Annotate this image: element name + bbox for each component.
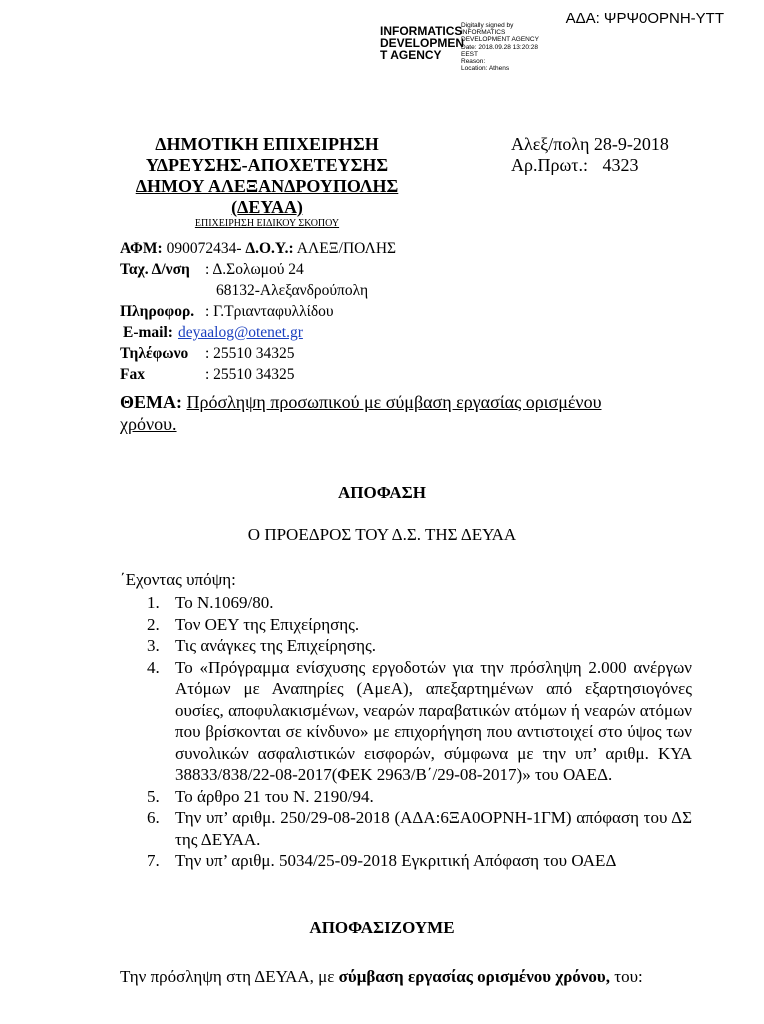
- protocol-label: Αρ.Πρωτ.:: [511, 155, 589, 175]
- list-number: 2.: [147, 614, 160, 634]
- list-text: Τον ΟΕΥ της Επιχείρησης.: [175, 614, 360, 634]
- signature-detail-line: Digitally signed by: [461, 22, 514, 29]
- we-decide-title: ΑΠΟΦΑΣΙΖΟΥΜΕ: [309, 918, 455, 937]
- protocol-number: 4323: [602, 155, 639, 175]
- doy-value: ΑΛΕΞ/ΠΟΛΗΣ: [296, 240, 397, 257]
- info-label: Πληροφορ.: [120, 303, 195, 320]
- subject-text-2: χρόνου.: [120, 414, 177, 434]
- list-number: 4.: [147, 657, 160, 677]
- decision-title: ΑΠΟΦΑΣΗ: [338, 483, 426, 502]
- list-item: [147, 850, 692, 872]
- list-item: [147, 657, 692, 786]
- signature-detail-line: Date: 2018.09.28 13:20:28: [461, 43, 538, 51]
- org-acronym: (ΔΕΥΑΑ): [231, 197, 303, 217]
- signature-org-name: [380, 25, 464, 61]
- address-value: : Δ.Σολωμού 24: [205, 261, 304, 278]
- list-number: 5.: [147, 786, 160, 806]
- subject-label: ΘΕΜΑ:: [120, 392, 182, 412]
- list-text: Την υπ’ αριθμ. 5034/25-09-2018 Εγκριτική Απόφαση του ΟΑΕΔ: [175, 851, 617, 870]
- phone-label: Τηλέφωνο: [120, 345, 189, 362]
- afm-value: 090072434-: [166, 240, 242, 257]
- list-text: Το άρθρο 21 του Ν. 2190/94.: [175, 786, 374, 806]
- ada-code: ΑΔΑ: ΨΡΨ0ΟΡΝΗ-ΥΤΤ: [565, 10, 724, 27]
- list-text: Το «Πρόγραμμα ενίσχυσης εργοδοτών για την πρόσληψη 2.000 ανέργων Ατόμων με Αναπηρίες (ΑμεΑ), απεξαρτημένων από εξαρτησιογόνες ουσίες, αποφυλακισμένων, νεαρών παραβατικών ατόμων ή νεαρών ατόμων που βρίσκονται σε κίνδυνο» με επιχορήγηση που αντιστοιχεί στο ύψος των συνολικών ασφαλιστικών εισφορών, σύμφωνα με την υπ’ αριθμ. ΚΥΑ 38833/838/22-08-2017(ΦΕΚ 2963/Β΄/29-08-2017)» του ΟΑΕΔ.: [175, 657, 692, 784]
- president-line: Ο ΠΡΟΕΔΡΟΣ ΤΟΥ Δ.Σ. ΤΗΣ ΔΕΥΑΑ: [247, 525, 517, 544]
- list-text: Τις ανάγκες της Επιχείρησης.: [175, 636, 376, 655]
- protocol-number-row: [511, 155, 669, 176]
- final-paragraph: [120, 966, 692, 988]
- signature-org-line: INFORMATICS: [380, 24, 463, 38]
- list-item: [147, 786, 692, 808]
- email-label: E-mail:: [123, 324, 173, 341]
- final-bold-text: σύμβαση εργασίας ορισμένου χρόνου,: [338, 967, 610, 986]
- list-number: 7.: [147, 851, 160, 870]
- org-name-line: ΔΗΜΟΥ ΑΛΕΞΑΝΔΡΟΥΠΟΛΗΣ: [135, 176, 399, 196]
- list-text: Την υπ’ αριθμ. 250/29-08-2018 (ΑΔΑ:6ΞΑ0ΟΡΝΗ-1ΓΜ) απόφαση του ΔΣ της ΔΕΥΑΑ.: [175, 808, 692, 849]
- signature-details: [461, 22, 539, 72]
- list-text: Το Ν.1069/80.: [175, 593, 274, 612]
- list-item: [147, 614, 692, 636]
- org-name-line: ΔΗΜΟΤΙΚΗ ΕΠΙΧΕΙΡΗΣΗ: [155, 134, 379, 154]
- info-value: : Γ.Τριανταφυλλίδου: [205, 303, 334, 320]
- signature-org-line: DEVELOPMEN: [380, 36, 465, 50]
- org-subtitle: ΕΠΙΧΕΙΡΗΣΗ ΕΙΔΙΚΟΥ ΣΚΟΠΟΥ: [194, 218, 340, 229]
- signature-detail-line: DEVELOPMENT AGENCY: [461, 36, 539, 44]
- fax-value: : 25510 34325: [205, 366, 295, 383]
- organization-header: [108, 134, 426, 230]
- list-number: 3.: [147, 636, 160, 655]
- signature-detail-line: INFORMATICS: [461, 29, 506, 37]
- document-date: Αλεξ/πολη 28-9-2018: [511, 134, 669, 154]
- list-number: 6.: [147, 808, 160, 827]
- afm-label: ΑΦΜ:: [120, 240, 163, 257]
- considerations-list: [147, 592, 692, 872]
- phone-value: : 25510 34325: [205, 345, 295, 362]
- subject: [120, 391, 680, 435]
- having-considered: ΄Εχοντας υπόψη:: [120, 570, 236, 589]
- signature-detail-line: EEST: [461, 50, 478, 58]
- final-text: Την πρόσληψη στη ΔΕΥΑΑ, με: [120, 967, 339, 986]
- signature-org-line: T AGENCY: [380, 48, 442, 62]
- address-value-2: 68132-Αλεξανδρούπολη: [216, 282, 369, 299]
- doy-label: Δ.Ο.Υ.:: [245, 240, 294, 257]
- date-block: [511, 134, 669, 176]
- list-item: [147, 635, 692, 657]
- list-item: [147, 807, 692, 850]
- list-number: 1.: [147, 593, 160, 612]
- final-text-end: του:: [609, 967, 643, 986]
- signature-detail-line: Location: Athens: [461, 65, 510, 73]
- address-label: Ταχ. Δ/νση: [120, 261, 190, 278]
- subject-text: Πρόσληψη προσωπικού με σύμβαση εργασίας ορισμένου: [186, 392, 602, 412]
- signature-detail-line: Reason:: [461, 58, 486, 66]
- org-name-line: ΥΔΡΕΥΣΗΣ-ΑΠΟΧΕΤΕΥΣΗΣ: [145, 155, 389, 175]
- email-link[interactable]: deyaalog@otenet.gr: [178, 324, 303, 341]
- list-item: [147, 592, 692, 614]
- fax-label: Fax: [120, 366, 145, 383]
